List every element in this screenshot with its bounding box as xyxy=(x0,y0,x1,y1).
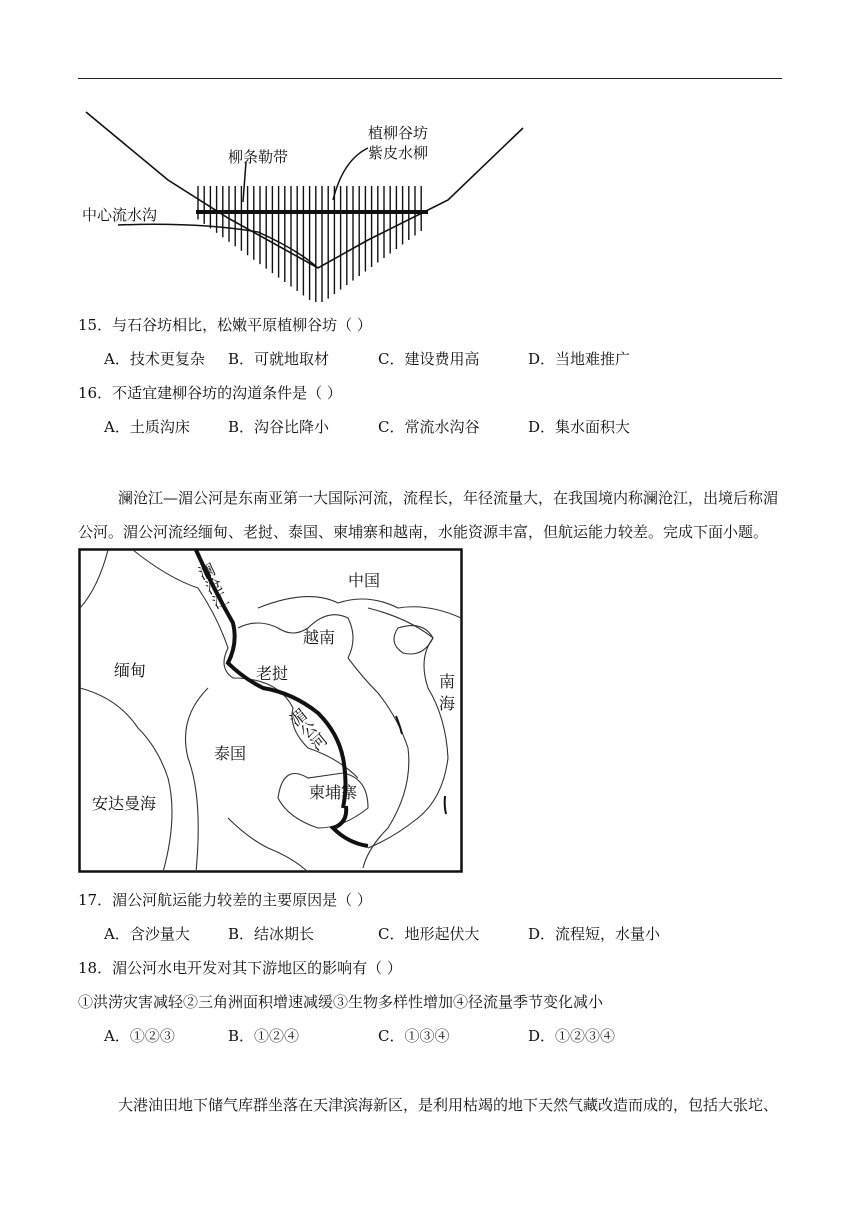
label-willow-belt: 柳条勒带 xyxy=(228,148,289,166)
label-center-channel: 中心流水沟 xyxy=(82,206,158,224)
map-label-mekong: 湄公河 xyxy=(284,705,331,755)
q16-option-a[interactable]: A．土质沟床 xyxy=(104,418,190,436)
q15-option-d[interactable]: D．当地难推广 xyxy=(528,350,631,368)
label-willow-dam: 植柳谷坊 xyxy=(368,124,429,142)
header-rule xyxy=(78,78,782,79)
map-label-laos: 老挝 xyxy=(256,664,289,683)
map-label-south-sea-1: 南 xyxy=(439,672,456,691)
q18-option-a[interactable]: A．①②③ xyxy=(104,1027,175,1045)
question-18-stem: 18．湄公河水电开发对其下游地区的影响有（ ） xyxy=(78,959,402,977)
mekong-map-drawing xyxy=(78,548,463,874)
map-label-china: 中国 xyxy=(348,571,381,590)
q18-option-c[interactable]: C．①③④ xyxy=(378,1027,450,1045)
q17-option-d[interactable]: D．流程短，水量小 xyxy=(528,925,661,943)
q17-option-b[interactable]: B．结冰期长 xyxy=(228,925,315,943)
q16-option-c[interactable]: C．常流水沟谷 xyxy=(378,418,480,436)
q16-option-d[interactable]: D．集水面积大 xyxy=(528,418,631,436)
q18-option-b[interactable]: B．①②④ xyxy=(228,1027,300,1045)
q15-option-a[interactable]: A．技术更复杂 xyxy=(104,350,205,368)
question-15-stem: 15．与石谷坊相比，松嫩平原植柳谷坊（ ） xyxy=(78,316,372,334)
map-label-cambodia: 柬埔寨 xyxy=(309,783,358,802)
map-label-andaman: 安达曼海 xyxy=(92,794,157,813)
q18-option-d[interactable]: D．①②③④ xyxy=(528,1027,616,1045)
passage-mekong: 澜沧江—湄公河是东南亚第一大国际河流，流程长，年径流量大，在我国境内称澜沧江，出境后称湄公河。湄公河流经缅甸、老挝、泰国、柬埔寨和越南，水能资源丰富，但航运能力较差。完成下面小题。 xyxy=(78,489,779,541)
q15-option-c[interactable]: C．建设费用高 xyxy=(378,350,480,368)
map-label-vietnam: 越南 xyxy=(303,628,336,647)
map-label-myanmar: 缅甸 xyxy=(114,661,147,680)
map-label-thailand: 泰国 xyxy=(214,744,247,763)
check-dam-diagram xyxy=(78,100,538,305)
passage-dagang-gas: 大港油田地下储气库群坐落在天津滨海新区，是利用枯竭的地下天然气藏改造而成的，包括大张坨、 xyxy=(118,1096,779,1114)
map-label-south-sea-2: 海 xyxy=(439,694,456,713)
question-16-stem: 16．不适宜建柳谷坊的沟道条件是（ ） xyxy=(78,384,342,402)
q16-option-b[interactable]: B．沟谷比降小 xyxy=(228,418,330,436)
mekong-map xyxy=(78,548,463,874)
map-label-lancang: 澜沧江 xyxy=(193,560,232,612)
question-17-stem: 17．湄公河航运能力较差的主要原因是（ ） xyxy=(78,891,372,909)
q17-option-c[interactable]: C．地形起伏大 xyxy=(378,925,480,943)
q17-option-a[interactable]: A．含沙量大 xyxy=(104,925,190,943)
label-purple-willow: 紫皮水柳 xyxy=(368,144,429,162)
q15-option-b[interactable]: B．可就地取材 xyxy=(228,350,330,368)
check-dam-drawing xyxy=(78,100,538,305)
question-18-choices: ①洪涝灾害减轻②三角洲面积增速减缓③生物多样性增加④径流量季节变化减小 xyxy=(78,993,604,1011)
